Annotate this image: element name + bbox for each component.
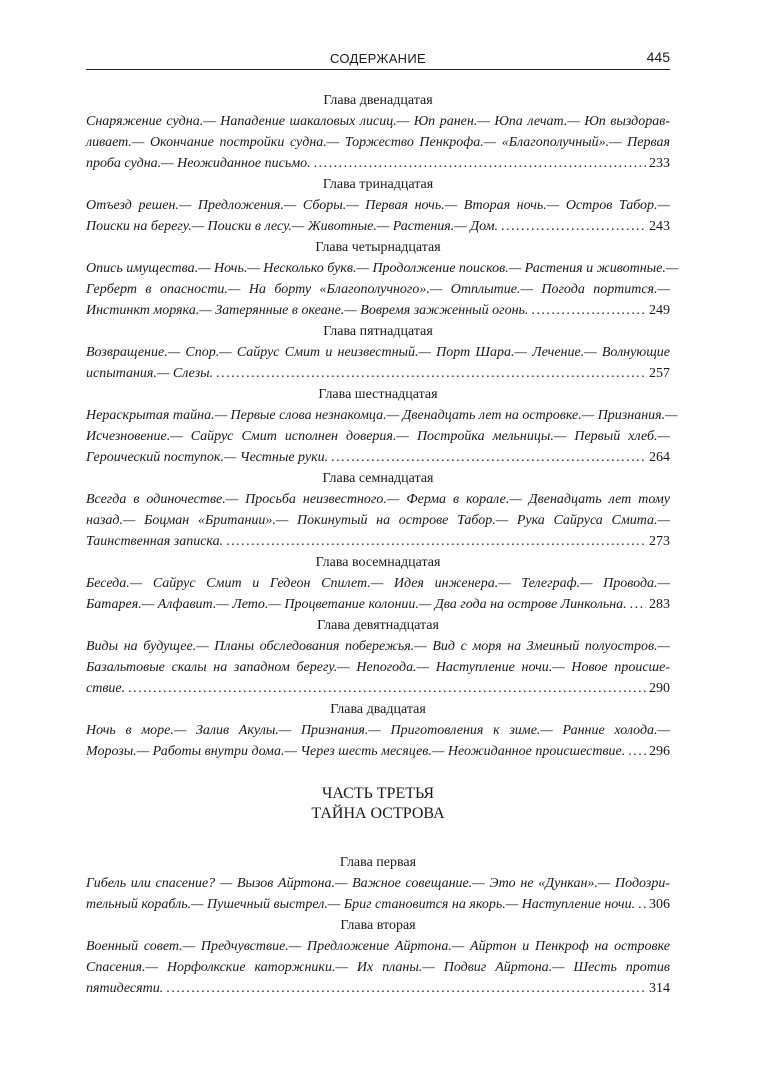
leader-dots <box>630 594 646 615</box>
summary-line: Поиски на берегу.— Поиски в лесу.— Животные.— Растения.— Дом. <box>86 219 499 234</box>
summary-line: ствие. <box>86 681 126 696</box>
chapter-heading: Глава пятнадцатая <box>323 324 433 339</box>
summary-line: Ночь в море.— Залив Акулы.— Признания.— Приготовления к зиме.— Ранние холода.— <box>86 723 670 738</box>
chapter-summary <box>86 720 670 762</box>
chapter-heading: Глава двадцатая <box>330 702 426 717</box>
summary-line: Морозы.— Работы внутри дома.— Через шесть месяцев.— Неожиданное происшествие. <box>86 744 626 759</box>
chapter-summary <box>86 342 670 384</box>
summary-line: пятидесяти. <box>86 981 164 996</box>
page-number: 445 <box>646 49 670 65</box>
chapter-heading: Глава вторая <box>340 918 416 933</box>
summary-line: Виды на будущее.— Планы обследования побережья.— Вид с моря на Змеиный полуостров.— <box>86 639 670 654</box>
summary-last-line <box>86 153 670 174</box>
header-rule <box>86 69 670 70</box>
summary-last-line <box>86 216 670 237</box>
summary-last-line <box>86 741 670 762</box>
summary-line: ливает.— Окончание постройки судна.— Торжество Пенкрофа.— «Благополучный».— Первая <box>86 135 670 150</box>
toc-page-number: 264 <box>649 450 670 465</box>
summary-last-line <box>86 678 670 699</box>
summary-line: испытания.— Слезы. <box>86 366 214 381</box>
toc-page-number: 257 <box>649 366 670 381</box>
leader-dots <box>216 363 646 384</box>
summary-line: Снаряжение судна.— Нападение шакаловых лисиц.— Юп ранен.— Юпа лечат.— Юп выздорав- <box>86 114 670 129</box>
chapter-heading: Глава восемнадцатая <box>315 555 441 570</box>
chapter-summary <box>86 258 679 321</box>
chapter-heading: Глава девятнадцатая <box>317 618 439 633</box>
summary-line: Беседа.— Сайрус Смит и Гедеон Спилет.— Идея инженера.— Телеграф.— Провода.— <box>86 576 670 591</box>
leader-dots <box>628 741 646 762</box>
part-chapter-list <box>86 852 670 999</box>
summary-line: Герберт в опасности.— На борту «Благополучного».— Отплытие.— Погода портится.— <box>86 282 670 297</box>
chapter-heading: Глава тринадцатая <box>322 177 434 192</box>
summary-line: Всегда в одиночестве.— Просьба неизвестного.— Ферма в корале.— Двенадцать лет тому <box>86 492 670 507</box>
toc-page-number: 296 <box>649 744 670 759</box>
part-number: ЧАСТЬ ТРЕТЬЯ <box>321 785 434 802</box>
chapter-heading: Глава семнадцатая <box>322 471 434 486</box>
chapter-summary <box>86 873 670 915</box>
summary-line: Базальтовые скалы на западном берегу.— Непогода.— Наступление ночи.— Новое происше- <box>86 660 670 675</box>
leader-dots <box>314 153 646 174</box>
chapter-summary <box>86 573 670 615</box>
toc-page-number: 290 <box>649 681 670 696</box>
leader-dots <box>531 300 646 321</box>
summary-line: Таинственная записка. <box>86 534 224 549</box>
chapter-summary <box>86 936 670 999</box>
running-header <box>86 48 670 70</box>
summary-line: Отъезд решен.— Предложения.— Сборы.— Первая ночь.— Вторая ночь.— Остров Табор.— <box>86 198 670 213</box>
summary-last-line <box>86 894 670 915</box>
chapter-heading: Глава четырнадцатая <box>315 240 441 255</box>
summary-last-line <box>86 594 670 615</box>
summary-line: тельный корабль.— Пушечный выстрел.— Бриг становится на якорь.— Наступление ночи. <box>86 897 636 912</box>
chapter-heading: Глава двенадцатая <box>323 93 433 108</box>
summary-last-line <box>86 300 670 321</box>
chapter-heading: Глава шестнадцатая <box>318 387 438 402</box>
chapter-summary <box>86 111 670 174</box>
toc-page-number: 233 <box>649 156 670 171</box>
leader-dots <box>638 894 646 915</box>
toc-page-number: 249 <box>649 303 670 318</box>
chapter-summary <box>86 489 670 552</box>
summary-line: Военный совет.— Предчувствие.— Предложение Айртона.— Айртон и Пенкроф на островке <box>86 939 670 954</box>
summary-line: Инстинкт моряка.— Затерянные в океане.— Вовремя зажженный огонь. <box>86 303 529 318</box>
summary-last-line <box>86 363 670 384</box>
summary-line: Спасения.— Норфолкские каторжники.— Их планы.— Подвиг Айртона.— Шесть против <box>86 960 670 975</box>
toc-page-number: 314 <box>649 981 670 996</box>
running-title: СОДЕРЖАНИЕ <box>329 51 426 66</box>
summary-line: Гибель или спасение? — Вызов Айртона.— Важное совещание.— Это не «Дункан».— Подозри- <box>86 876 670 891</box>
summary-last-line <box>86 978 670 999</box>
summary-last-line <box>86 531 670 552</box>
chapter-list <box>86 90 679 762</box>
leader-dots <box>128 678 646 699</box>
summary-line: назад.— Боцман «Британии».— Покинутый на острове Табор.— Рука Сайруса Смита.— <box>86 513 670 528</box>
part-heading <box>86 784 670 824</box>
summary-line: Опись имущества.— Ночь.— Несколько букв.— Продолжение поисков.— Растения и животные.— <box>86 261 679 276</box>
chapter-heading: Глава первая <box>339 855 417 870</box>
toc-page-number: 273 <box>649 534 670 549</box>
summary-line: Возвращение.— Спор.— Сайрус Смит и неизвестный.— Порт Шара.— Лечение.— Волнующие <box>86 345 670 360</box>
leader-dots <box>331 447 646 468</box>
table-of-contents <box>86 90 679 999</box>
leader-dots <box>166 978 646 999</box>
summary-line: Нераскрытая тайна.— Первые слова незнакомца.— Двенадцать лет на островке.— Признания.— <box>86 408 678 423</box>
chapter-summary <box>86 405 678 468</box>
toc-page-number: 243 <box>649 219 670 234</box>
summary-line: Героический поступок.— Честные руки. <box>86 450 329 465</box>
toc-page-number: 283 <box>649 597 670 612</box>
part-title: ТАЙНА ОСТРОВА <box>311 805 445 822</box>
toc-page-number: 306 <box>649 897 670 912</box>
leader-dots <box>501 216 646 237</box>
chapter-summary <box>86 195 670 237</box>
summary-line: Батарея.— Алфавит.— Лето.— Процветание колонии.— Два года на острове Линкольна. <box>86 597 627 612</box>
leader-dots <box>226 531 646 552</box>
chapter-summary <box>86 636 670 699</box>
summary-line: проба судна.— Неожиданное письмо. <box>86 156 311 171</box>
summary-line: Исчезновение.— Сайрус Смит исполнен доверия.— Постройка мельницы.— Первый хлеб.— <box>86 429 670 444</box>
summary-last-line <box>86 447 670 468</box>
